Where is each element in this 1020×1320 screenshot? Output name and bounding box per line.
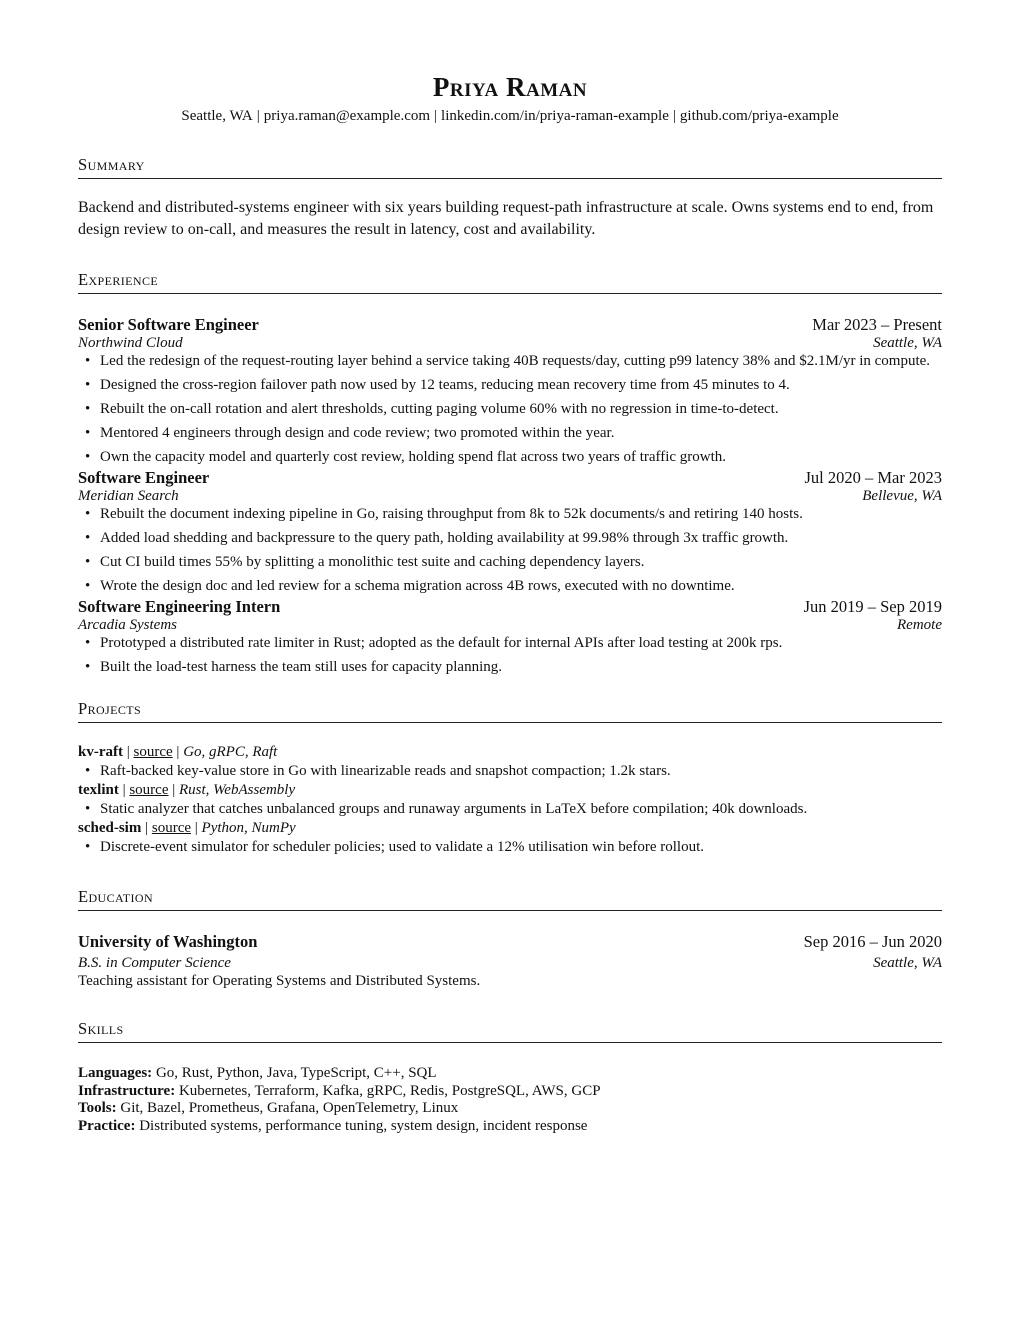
skills-label: Tools:: [78, 1100, 117, 1116]
project-name: texlint: [78, 782, 119, 798]
list-item: [78, 446, 942, 468]
bullet-text: Cut CI build times 55% by splitting a monolithic test suite and caching dependency layers.: [100, 554, 645, 570]
list-item: [78, 799, 942, 819]
skills-row: [78, 1118, 942, 1136]
job-company: Meridian Search: [78, 488, 179, 504]
bullet-icon: •: [85, 763, 91, 779]
list-item: [78, 398, 942, 420]
list-item: [78, 374, 942, 396]
job-role: Software Engineering Intern: [78, 597, 281, 616]
summary-heading: Summary: [78, 155, 942, 179]
job-location: Remote: [897, 617, 942, 633]
job-subheader: [78, 489, 942, 503]
bullet-text: Prototyped a distributed rate limiter in Rust; adopted as the default for internal APIs after load testing at 200k rps.: [100, 635, 783, 651]
candidate-name: Priya Raman: [432, 72, 588, 102]
skills-row: [78, 1065, 942, 1083]
job-bullets: [78, 632, 942, 678]
education-subheader: [78, 954, 942, 972]
project-bullets: [78, 837, 942, 857]
skills-value: Git, Bazel, Prometheus, Grafana, OpenTelemetry, Linux: [120, 1100, 459, 1116]
project-entry: [78, 819, 942, 857]
list-item: [78, 656, 942, 678]
skills-list: [78, 1065, 942, 1135]
bullet-text: Mentored 4 engineers through design and code review; two promoted within the year.: [100, 425, 615, 441]
education-entry: [78, 931, 942, 990]
project-tech: Go, gRPC, Raft: [183, 744, 278, 760]
project-tech: Python, NumPy: [201, 820, 296, 836]
bullet-text: Own the capacity model and quarterly cost review, holding spend flat across two years of traffic growth.: [100, 449, 727, 465]
bullet-icon: •: [85, 635, 91, 651]
school-name: University of Washington: [78, 932, 258, 951]
bullet-text: Discrete-event simulator for scheduler policies; used to validate a 12% utilisation win before rollout.: [100, 839, 704, 855]
job-header: [78, 596, 942, 618]
job-bullets: [78, 503, 942, 597]
list-item: [78, 575, 942, 597]
bullet-text: Designed the cross-region failover path now used by 12 teams, reducing mean recovery time from 45 minutes to 4.: [100, 377, 790, 393]
bullet-icon: •: [85, 839, 91, 855]
bullet-icon: •: [85, 449, 91, 465]
job-role: Senior Software Engineer: [78, 315, 259, 334]
bullet-icon: •: [85, 530, 91, 546]
project-source-link[interactable]: source: [133, 744, 173, 760]
job-entry: [78, 467, 942, 597]
bullet-icon: •: [85, 554, 91, 570]
education-header: [78, 931, 942, 953]
job-header: [78, 467, 942, 489]
project-name: sched-sim: [78, 820, 142, 836]
list-item: [78, 422, 942, 444]
bullet-text: Rebuilt the on-call rotation and alert thresholds, cutting paging volume 60% with no regression in time-to-detect.: [100, 401, 779, 417]
job-location: Seattle, WA: [873, 335, 942, 351]
project-source-link[interactable]: source: [151, 820, 192, 836]
job-dates: Jul 2020 – Mar 2023: [804, 468, 942, 487]
summary-section: [78, 155, 942, 241]
project-source-link[interactable]: source: [129, 782, 169, 798]
contact-separator: |: [672, 108, 676, 124]
bullet-icon: •: [85, 659, 91, 675]
list-item: [78, 503, 942, 525]
job-entry: [78, 314, 942, 468]
education-location: Seattle, WA: [873, 955, 942, 971]
summary-text: Backend and distributed-systems engineer with six years building request-path infrastructure at scale. Owns systems end to end, from design review to on-call, and measures the result in latency, cost and availability.: [78, 199, 934, 238]
contact-github-link[interactable]: github.com/priya-example: [679, 108, 839, 124]
project-tech: Rust, WebAssembly: [179, 782, 296, 798]
job-dates: Jun 2019 – Sep 2019: [803, 597, 942, 616]
education-note: Teaching assistant for Operating Systems and Distributed Systems.: [78, 973, 481, 989]
skills-heading: Skills: [78, 1019, 942, 1043]
experience-heading: Experience: [78, 270, 942, 294]
list-item: [78, 350, 942, 372]
skills-value: Distributed systems, performance tuning, system design, incident response: [139, 1117, 588, 1134]
project-name: kv-raft: [78, 744, 123, 760]
project-bullets: [78, 761, 942, 781]
project-header: kv-raft | source | Go, gRPC, Raft: [78, 744, 278, 760]
project-header: sched-sim | source | Python, NumPy: [78, 820, 296, 836]
skills-row: [78, 1100, 942, 1118]
list-item: [78, 632, 942, 654]
bullet-text: Added load shedding and backpressure to the query path, holding availability at 99.98% through 3x traffic growth.: [100, 530, 789, 546]
skills-value: Kubernetes, Terraform, Kafka, gRPC, Redis, PostgreSQL, AWS, GCP: [178, 1082, 601, 1099]
contact-linkedin-link[interactable]: linkedin.com/in/priya-raman-example: [441, 108, 669, 124]
job-role: Software Engineer: [78, 468, 210, 487]
skills-label: Practice:: [78, 1117, 136, 1134]
degree: B.S. in Computer Science: [78, 955, 231, 971]
bullet-text: Static analyzer that catches unbalanced groups and runaway arguments in LaTeX before compilation; 40k downloads.: [100, 801, 808, 817]
skills-label: Languages:: [78, 1065, 153, 1081]
bullet-text: Led the redesign of the request-routing layer behind a service taking 40B requests/day, cutting p99 latency 38% and $2.1M/yr in compute.: [100, 353, 931, 369]
bullet-text: Raft-backed key-value store in Go with linearizable reads and snapshot compaction; 1.2k stars.: [100, 763, 671, 779]
job-entry: [78, 596, 942, 678]
contact-email-link[interactable]: priya.raman@example.com: [263, 108, 431, 124]
experience-section: [78, 270, 942, 678]
project-entry: [78, 781, 942, 819]
job-company: Arcadia Systems: [78, 617, 178, 633]
contact-line: [78, 105, 942, 127]
projects-section: [78, 699, 942, 857]
education-section: [78, 887, 942, 990]
bullet-icon: •: [85, 506, 91, 522]
project-header: texlint | source | Rust, WebAssembly: [78, 782, 296, 798]
skills-row: [78, 1083, 942, 1101]
bullet-icon: •: [85, 425, 91, 441]
education-dates: Sep 2016 – Jun 2020: [803, 932, 942, 951]
contact-location: Seattle, WA: [181, 108, 253, 124]
skills-value: Go, Rust, Python, Java, TypeScript, C++, SQL: [155, 1065, 437, 1081]
list-item: [78, 837, 942, 857]
bullet-icon: •: [85, 401, 91, 417]
bullet-text: Built the load-test harness the team still uses for capacity planning.: [100, 659, 502, 675]
job-header: [78, 314, 942, 336]
contact-separator: |: [256, 108, 260, 124]
bullet-icon: •: [85, 353, 91, 369]
job-subheader: [78, 336, 942, 350]
contact-separator: |: [434, 108, 438, 124]
job-company: Northwind Cloud: [78, 335, 183, 351]
job-dates: Mar 2023 – Present: [812, 315, 942, 334]
bullet-icon: •: [85, 578, 91, 594]
list-item: [78, 527, 942, 549]
bullet-text: Wrote the design doc and led review for a schema migration across 4B rows, executed with no downtime.: [100, 578, 735, 594]
education-heading: Education: [78, 887, 942, 911]
job-location: Bellevue, WA: [862, 488, 942, 504]
bullet-icon: •: [85, 377, 91, 393]
list-item: [78, 551, 942, 573]
resume-page: [78, 70, 942, 1135]
list-item: [78, 761, 942, 781]
project-entry: [78, 743, 942, 781]
bullet-icon: •: [85, 801, 91, 817]
bullet-text: Rebuilt the document indexing pipeline in Go, raising throughput from 8k to 52k documents/s and retiring 140 hosts.: [100, 506, 803, 522]
project-bullets: [78, 799, 942, 819]
job-subheader: [78, 618, 942, 632]
job-bullets: [78, 350, 942, 468]
skills-section: [78, 1019, 942, 1135]
projects-heading: Projects: [78, 699, 942, 723]
skills-label: Infrastructure:: [78, 1082, 176, 1099]
